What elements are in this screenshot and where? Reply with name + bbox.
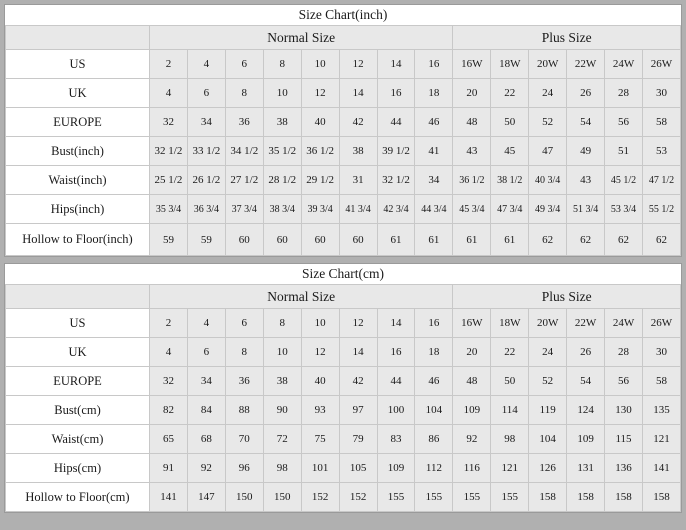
cell: 39 1/2	[377, 137, 415, 166]
table-row	[6, 50, 681, 79]
cell: 22	[491, 338, 529, 367]
cell: 18	[415, 338, 453, 367]
cell: 10	[301, 309, 339, 338]
cell: 40	[301, 108, 339, 137]
cell: 40 3/4	[529, 166, 567, 195]
cell: 32	[150, 108, 188, 137]
cell: 36 1/2	[301, 137, 339, 166]
cell: 150	[263, 483, 301, 512]
table-row	[6, 367, 681, 396]
cell: 22	[491, 79, 529, 108]
cell: 20W	[529, 309, 567, 338]
cell: 59	[187, 224, 225, 256]
chart-title-row	[6, 264, 681, 285]
group-row-spacer	[6, 285, 150, 309]
cell: 109	[567, 425, 605, 454]
cell: 18W	[491, 309, 529, 338]
cell: 104	[529, 425, 567, 454]
cell: 84	[187, 396, 225, 425]
cell: 30	[642, 79, 680, 108]
cell: 4	[187, 50, 225, 79]
cell: 116	[453, 454, 491, 483]
cell: 38 1/2	[491, 166, 529, 195]
cell: 114	[491, 396, 529, 425]
cell: 43	[453, 137, 491, 166]
table-row	[6, 454, 681, 483]
cell: 32 1/2	[150, 137, 188, 166]
cell: 155	[453, 483, 491, 512]
cell: 22W	[567, 50, 605, 79]
cell: 141	[642, 454, 680, 483]
cell: 62	[605, 224, 643, 256]
cell: 14	[339, 338, 377, 367]
cell: 53 3/4	[605, 195, 643, 224]
cell: 72	[263, 425, 301, 454]
cell: 60	[301, 224, 339, 256]
cell: 97	[339, 396, 377, 425]
cell: 30	[642, 338, 680, 367]
cell: 44 3/4	[415, 195, 453, 224]
size-chart-cm-table	[5, 264, 681, 512]
cell: 14	[377, 50, 415, 79]
cell: 158	[529, 483, 567, 512]
cell: 90	[263, 396, 301, 425]
cell: 92	[187, 454, 225, 483]
cell: 26W	[642, 50, 680, 79]
cell: 6	[187, 338, 225, 367]
row-label: Waist(cm)	[6, 425, 150, 454]
cell: 16	[377, 338, 415, 367]
group-plus-size: Plus Size	[453, 285, 681, 309]
cell: 68	[187, 425, 225, 454]
cell: 14	[377, 309, 415, 338]
cell: 101	[301, 454, 339, 483]
cell: 75	[301, 425, 339, 454]
row-label: Hips(cm)	[6, 454, 150, 483]
cell: 59	[150, 224, 188, 256]
cell: 50	[491, 367, 529, 396]
cell: 100	[377, 396, 415, 425]
cell: 51	[605, 137, 643, 166]
group-plus-size: Plus Size	[453, 26, 681, 50]
cell: 53	[642, 137, 680, 166]
table-row	[6, 309, 681, 338]
cell: 119	[529, 396, 567, 425]
cell: 91	[150, 454, 188, 483]
row-label: Hips(inch)	[6, 195, 150, 224]
cell: 104	[415, 396, 453, 425]
cell: 8	[225, 338, 263, 367]
cell: 150	[225, 483, 263, 512]
cell: 26	[567, 79, 605, 108]
cell: 158	[567, 483, 605, 512]
row-label: Hollow to Floor(inch)	[6, 224, 150, 256]
cell: 38	[263, 367, 301, 396]
cell: 41 3/4	[339, 195, 377, 224]
cell: 158	[605, 483, 643, 512]
cell: 158	[642, 483, 680, 512]
cell: 38	[339, 137, 377, 166]
cell: 12	[339, 50, 377, 79]
cell: 86	[415, 425, 453, 454]
cell: 65	[150, 425, 188, 454]
cell: 8	[263, 50, 301, 79]
cell: 32 1/2	[377, 166, 415, 195]
cell: 20	[453, 79, 491, 108]
cell: 61	[491, 224, 529, 256]
chart-group-row	[6, 285, 681, 309]
cell: 2	[150, 309, 188, 338]
cell: 2	[150, 50, 188, 79]
cell: 155	[491, 483, 529, 512]
cell: 28 1/2	[263, 166, 301, 195]
size-chart-inch-table	[5, 5, 681, 256]
cell: 26W	[642, 309, 680, 338]
cell: 121	[491, 454, 529, 483]
cell: 58	[642, 108, 680, 137]
cell: 12	[301, 79, 339, 108]
cell: 109	[453, 396, 491, 425]
cell: 56	[605, 367, 643, 396]
cell: 79	[339, 425, 377, 454]
cell: 155	[415, 483, 453, 512]
cell: 29 1/2	[301, 166, 339, 195]
row-label: Hollow to Floor(cm)	[6, 483, 150, 512]
cell: 42	[339, 367, 377, 396]
cell: 130	[605, 396, 643, 425]
cell: 83	[377, 425, 415, 454]
cell: 25 1/2	[150, 166, 188, 195]
cell: 8	[263, 309, 301, 338]
cell: 42	[339, 108, 377, 137]
cell: 43	[567, 166, 605, 195]
table-row	[6, 338, 681, 367]
cell: 152	[301, 483, 339, 512]
cell: 16	[377, 79, 415, 108]
row-label: US	[6, 50, 150, 79]
cell: 20	[453, 338, 491, 367]
cell: 135	[642, 396, 680, 425]
cell: 32	[150, 367, 188, 396]
row-label: EUROPE	[6, 108, 150, 137]
cell: 40	[301, 367, 339, 396]
cell: 22W	[567, 309, 605, 338]
cell: 16W	[453, 309, 491, 338]
cell: 6	[225, 309, 263, 338]
cell: 141	[150, 483, 188, 512]
chart-group-row	[6, 26, 681, 50]
cell: 147	[187, 483, 225, 512]
cell: 121	[642, 425, 680, 454]
table-row	[6, 195, 681, 224]
cell: 131	[567, 454, 605, 483]
cell: 26	[567, 338, 605, 367]
cell: 36	[225, 367, 263, 396]
cell: 55 1/2	[642, 195, 680, 224]
cell: 24W	[605, 309, 643, 338]
cell: 8	[225, 79, 263, 108]
row-label: UK	[6, 79, 150, 108]
cell: 16	[415, 309, 453, 338]
cell: 39 3/4	[301, 195, 339, 224]
table-row	[6, 137, 681, 166]
group-normal-size: Normal Size	[150, 285, 453, 309]
cell: 20W	[529, 50, 567, 79]
cell: 49	[567, 137, 605, 166]
cell: 16	[415, 50, 453, 79]
cell: 41	[415, 137, 453, 166]
cell: 10	[263, 338, 301, 367]
cell: 4	[187, 309, 225, 338]
cell: 115	[605, 425, 643, 454]
cell: 6	[225, 50, 263, 79]
cell: 4	[150, 338, 188, 367]
row-label: Bust(inch)	[6, 137, 150, 166]
cell: 38 3/4	[263, 195, 301, 224]
cell: 14	[339, 79, 377, 108]
cell: 44	[377, 367, 415, 396]
cell: 26 1/2	[187, 166, 225, 195]
cell: 33 1/2	[187, 137, 225, 166]
cell: 54	[567, 108, 605, 137]
cell: 60	[225, 224, 263, 256]
cell: 62	[567, 224, 605, 256]
cell: 62	[642, 224, 680, 256]
chart-title: Size Chart(cm)	[6, 264, 681, 285]
cell: 34 1/2	[225, 137, 263, 166]
cell: 34	[187, 367, 225, 396]
size-chart-cm	[4, 263, 682, 513]
cell: 92	[453, 425, 491, 454]
cell: 60	[339, 224, 377, 256]
cell: 24	[529, 338, 567, 367]
cell: 52	[529, 367, 567, 396]
cell: 34	[415, 166, 453, 195]
cell: 93	[301, 396, 339, 425]
cell: 28	[605, 79, 643, 108]
cell: 98	[263, 454, 301, 483]
cell: 88	[225, 396, 263, 425]
cell: 46	[415, 367, 453, 396]
cell: 35 3/4	[150, 195, 188, 224]
cell: 45 3/4	[453, 195, 491, 224]
cell: 61	[377, 224, 415, 256]
cell: 52	[529, 108, 567, 137]
cell: 44	[377, 108, 415, 137]
cell: 47	[529, 137, 567, 166]
cell: 112	[415, 454, 453, 483]
row-label: Bust(cm)	[6, 396, 150, 425]
cell: 62	[529, 224, 567, 256]
size-chart-inch	[4, 4, 682, 257]
cell: 12	[339, 309, 377, 338]
cell: 56	[605, 108, 643, 137]
cell: 12	[301, 338, 339, 367]
cell: 46	[415, 108, 453, 137]
table-row	[6, 483, 681, 512]
table-row	[6, 108, 681, 137]
cell: 42 3/4	[377, 195, 415, 224]
cell: 47 3/4	[491, 195, 529, 224]
cell: 27 1/2	[225, 166, 263, 195]
cell: 16W	[453, 50, 491, 79]
cell: 126	[529, 454, 567, 483]
row-label: US	[6, 309, 150, 338]
cell: 61	[415, 224, 453, 256]
cell: 48	[453, 367, 491, 396]
cell: 34	[187, 108, 225, 137]
cell: 136	[605, 454, 643, 483]
cell: 98	[491, 425, 529, 454]
group-normal-size: Normal Size	[150, 26, 453, 50]
cell: 54	[567, 367, 605, 396]
cell: 10	[301, 50, 339, 79]
table-row	[6, 166, 681, 195]
cell: 96	[225, 454, 263, 483]
group-row-spacer	[6, 26, 150, 50]
cell: 36 1/2	[453, 166, 491, 195]
cell: 50	[491, 108, 529, 137]
cell: 31	[339, 166, 377, 195]
cell: 45	[491, 137, 529, 166]
chart-title-row	[6, 5, 681, 26]
cell: 105	[339, 454, 377, 483]
cell: 18W	[491, 50, 529, 79]
row-label: EUROPE	[6, 367, 150, 396]
table-row	[6, 396, 681, 425]
cell: 60	[263, 224, 301, 256]
cell: 58	[642, 367, 680, 396]
cell: 6	[187, 79, 225, 108]
table-row	[6, 425, 681, 454]
cell: 35 1/2	[263, 137, 301, 166]
cell: 109	[377, 454, 415, 483]
row-label: UK	[6, 338, 150, 367]
cell: 24W	[605, 50, 643, 79]
row-label: Waist(inch)	[6, 166, 150, 195]
table-row	[6, 79, 681, 108]
cell: 61	[453, 224, 491, 256]
chart-title: Size Chart(inch)	[6, 5, 681, 26]
table-row	[6, 224, 681, 256]
cell: 18	[415, 79, 453, 108]
cell: 82	[150, 396, 188, 425]
cell: 124	[567, 396, 605, 425]
cell: 38	[263, 108, 301, 137]
cell: 48	[453, 108, 491, 137]
cell: 10	[263, 79, 301, 108]
cell: 152	[339, 483, 377, 512]
cell: 51 3/4	[567, 195, 605, 224]
cell: 45 1/2	[605, 166, 643, 195]
cell: 36 3/4	[187, 195, 225, 224]
cell: 70	[225, 425, 263, 454]
cell: 24	[529, 79, 567, 108]
cell: 155	[377, 483, 415, 512]
cell: 28	[605, 338, 643, 367]
cell: 36	[225, 108, 263, 137]
cell: 4	[150, 79, 188, 108]
cell: 49 3/4	[529, 195, 567, 224]
cell: 47 1/2	[642, 166, 680, 195]
cell: 37 3/4	[225, 195, 263, 224]
